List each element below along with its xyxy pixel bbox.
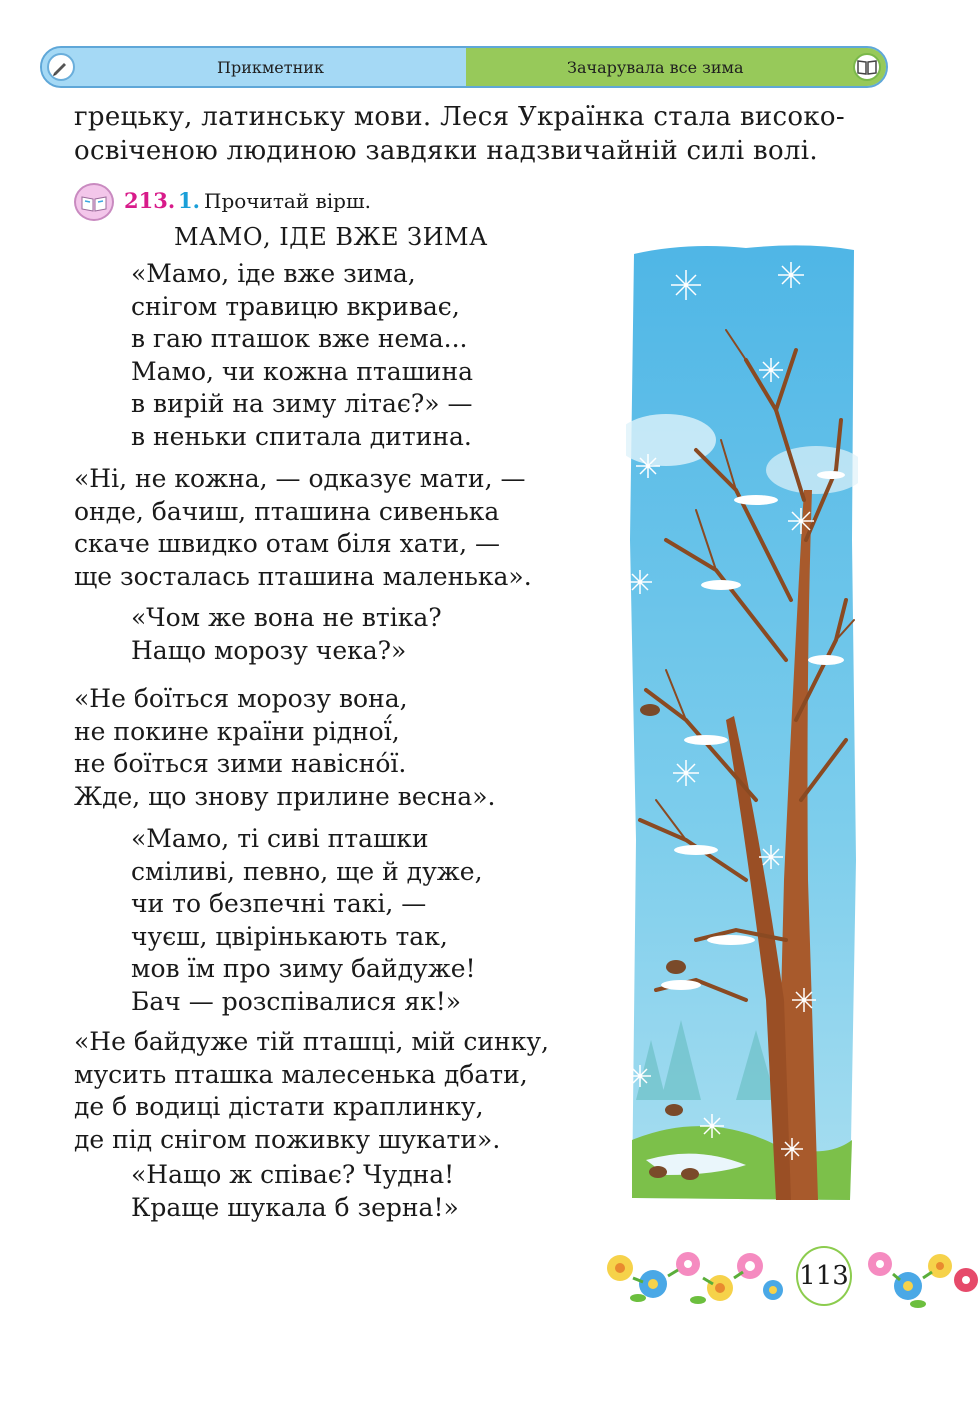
poem-line: в вирій на зиму літає?» — bbox=[131, 389, 473, 418]
poem-line: ще зосталась пташина маленька». bbox=[74, 561, 532, 591]
poem-line: онде, бачиш, пташина сивенька bbox=[74, 496, 500, 526]
page-number: 113 bbox=[796, 1246, 852, 1306]
poem-stanza bbox=[131, 1159, 459, 1224]
poem-line: де б водиці дістати краплинку, bbox=[74, 1092, 484, 1121]
poem-line: снігом травицю вкриває, bbox=[131, 291, 460, 321]
poem-line: «Ні, не кожна, — одказує мати, — bbox=[74, 464, 526, 493]
task-step: 1. bbox=[178, 188, 200, 213]
intro-line: освіченою людиною завдяки надзвичайній силі волі. bbox=[74, 136, 818, 166]
poem-stanza bbox=[131, 258, 473, 453]
poem-line: не покине країни рідної́, bbox=[74, 716, 400, 746]
poem-line: чи то безпечні такі, — bbox=[131, 889, 427, 918]
intro-paragraph bbox=[74, 100, 874, 168]
poem-line: де під снігом поживку шукати». bbox=[74, 1124, 501, 1154]
task-instruction: Прочитай вірш. bbox=[204, 189, 371, 213]
poem-line: мусить пташка малесенька дбати, bbox=[74, 1059, 528, 1089]
poem-line: Мамо, чи кожна пташина bbox=[131, 356, 474, 386]
poem-line: «Чом же вона не втіка? bbox=[131, 603, 442, 632]
poem-stanza bbox=[131, 602, 442, 667]
page-header bbox=[40, 46, 888, 88]
poem-line: «Не байдуже тій пташці, мій синку, bbox=[74, 1027, 549, 1056]
poem-stanza bbox=[131, 823, 483, 1018]
poem-stanza bbox=[74, 463, 532, 593]
poem-line: «Не боїться морозу вона, bbox=[74, 684, 408, 713]
pen-icon bbox=[47, 53, 75, 81]
header-topic: Прикметник bbox=[217, 58, 324, 77]
poem-line: в гаю пташок вже нема... bbox=[131, 324, 468, 353]
poem-line: чуєш, цвірінькають так, bbox=[131, 921, 448, 951]
poem-line: в неньки спитала дитина. bbox=[131, 421, 472, 451]
poem-line: «Нащо ж співає? Чудна! bbox=[131, 1160, 455, 1189]
poem-line: Бач — розспівалися як!» bbox=[131, 986, 462, 1016]
task-number: 213. bbox=[124, 188, 176, 213]
poem-line: не боїться зими навісно́ї. bbox=[74, 749, 407, 778]
winter-tree-with-birds-illustration bbox=[626, 240, 858, 1200]
poem-line: Краще шукала б зерна!» bbox=[131, 1192, 459, 1222]
poem-title: МАМО, ІДЕ ВЖЕ ЗИМА bbox=[174, 223, 488, 251]
header-section-title: Зачарувала все зима bbox=[567, 58, 744, 77]
poem-line: Нащо морозу чека?» bbox=[131, 635, 407, 665]
poem-line: мов їм про зиму байдуже! bbox=[131, 954, 476, 983]
flower-garland-icon bbox=[598, 1238, 980, 1318]
poem-line: Жде, що знову прилине весна». bbox=[74, 781, 496, 811]
poem-line: «Мамо, іде вже зима, bbox=[131, 259, 416, 288]
poem-stanza bbox=[74, 1026, 549, 1156]
poem-stanza bbox=[74, 683, 495, 813]
poem-line: сміливі, певно, ще й дуже, bbox=[131, 856, 483, 886]
poem-line: скаче швидко отам біля хати, — bbox=[74, 529, 501, 558]
open-book-icon bbox=[74, 183, 114, 221]
poem-line: «Мамо, ті сиві пташки bbox=[131, 824, 429, 853]
intro-line: грецьку, латинську мови. Леся Українка стала високо- bbox=[74, 102, 845, 132]
book-icon bbox=[853, 53, 881, 81]
